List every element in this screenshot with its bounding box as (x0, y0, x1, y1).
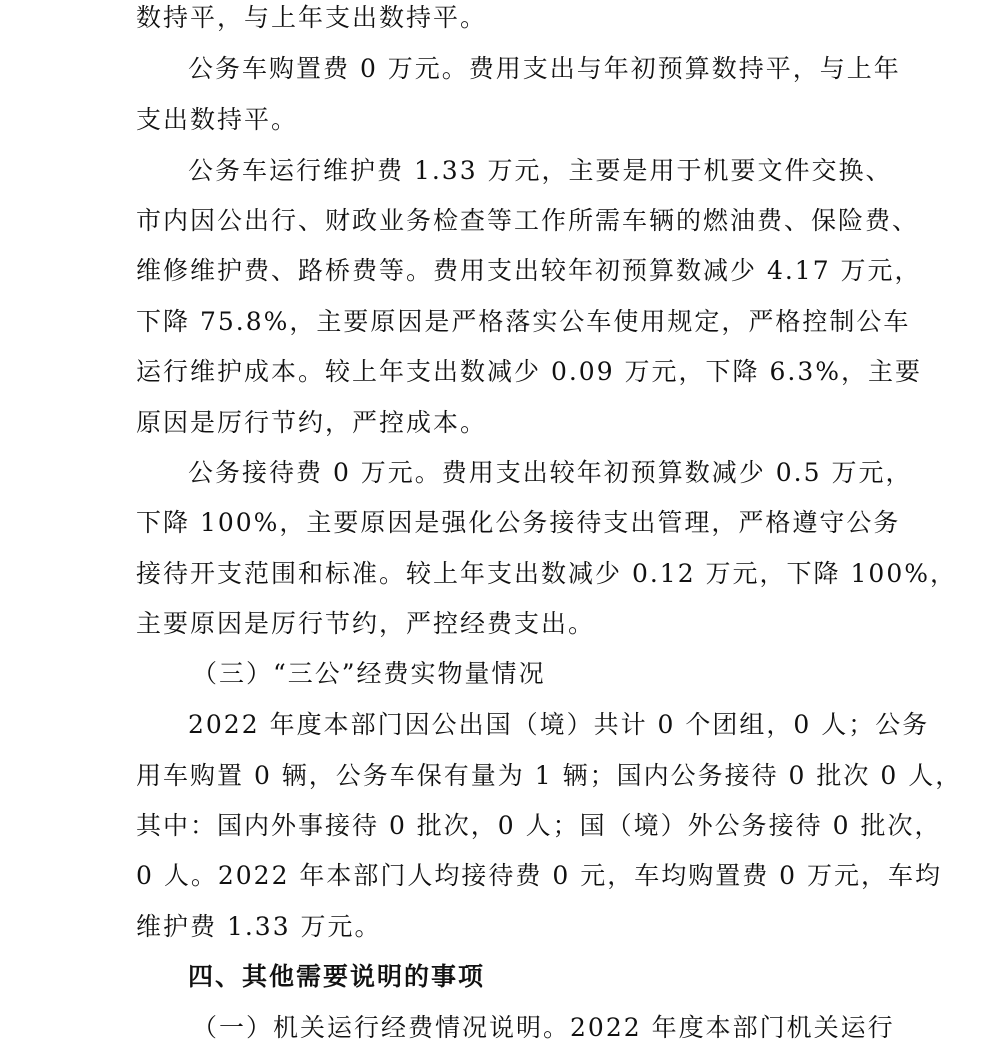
paragraph-line: 维修维护费、路桥费等。费用支出较年初预算数减少 4.17 万元， (136, 256, 922, 285)
paragraph-line: 主要原因是厉行节约，严控经费支出。 (136, 609, 596, 638)
paragraph-line: 运行维护成本。较上年支出数减少 0.09 万元，下降 6.3%，主要 (136, 357, 923, 386)
paragraph-line: 2022 年度本部门因公出国（境）共计 0 个团组，0 人；公务 (188, 710, 930, 739)
section-subheading: （三）“三公”经费实物量情况 (192, 659, 546, 688)
paragraph-line: 接待开支范围和标准。较上年支出数减少 0.12 万元，下降 100%， (136, 559, 957, 588)
section-heading: 四、其他需要说明的事项 (188, 962, 486, 991)
paragraph-line: 公务车购置费 0 万元。费用支出与年初预算数持平，与上年 (188, 54, 901, 83)
paragraph-line: 维护费 1.33 万元。 (136, 912, 382, 941)
paragraph-line: 其中：国内外事接待 0 批次，0 人；国（境）外公务接待 0 批次， (136, 811, 942, 840)
paragraph-line: 公务接待费 0 万元。费用支出较年初预算数减少 0.5 万元， (188, 458, 913, 487)
paragraph-line: 公务车运行维护费 1.33 万元，主要是用于机要文件交换、 (188, 156, 893, 185)
paragraph-line: 数持平，与上年支出数持平。 (136, 3, 488, 32)
paragraph-line: 0 人。2022 年本部门人均接待费 0 元，车均购置费 0 万元，车均 (136, 861, 943, 890)
paragraph-line: （一）机关运行经费情况说明。2022 年度本部门机关运行 (192, 1013, 895, 1042)
paragraph-line: 用车购置 0 辆，公务车保有量为 1 辆；国内公务接待 0 批次 0 人， (136, 761, 963, 790)
paragraph-line: 原因是厉行节约，严控成本。 (136, 408, 488, 437)
paragraph-line: 下降 100%，主要原因是强化公务接待支出管理，严格遵守公务 (136, 508, 901, 537)
paragraph-line: 支出数持平。 (136, 105, 299, 134)
paragraph-line: 下降 75.8%，主要原因是严格落实公车使用规定，严格控制公车 (136, 307, 911, 336)
paragraph-line: 市内因公出行、财政业务检查等工作所需车辆的燃油费、保险费、 (136, 206, 920, 235)
